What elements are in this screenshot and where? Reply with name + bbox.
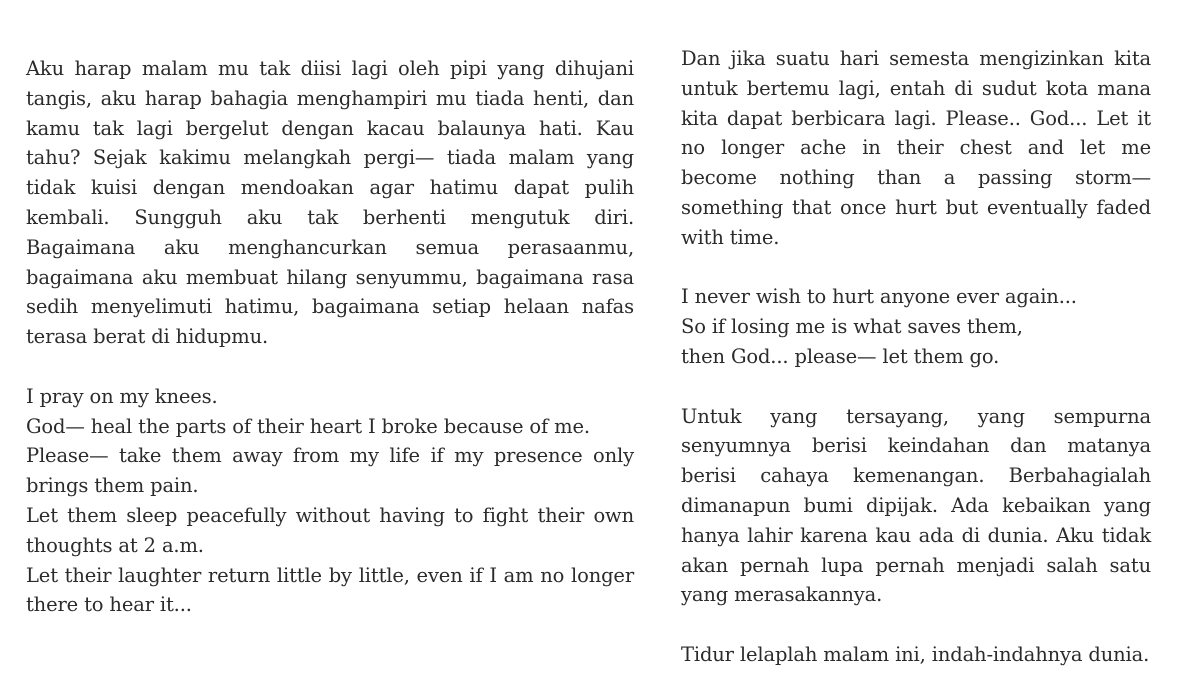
prayer-line: Let them sleep peacefully without having to fight their own thoughts at 2 a.m. (26, 503, 634, 557)
prayer-line: God— heal the parts of their heart I broke because of me. (26, 414, 590, 438)
left-column (26, 54, 634, 620)
verse-block (681, 282, 1151, 371)
paragraph-gap (26, 352, 634, 382)
verse-line: I never wish to hurt anyone ever again... (681, 285, 1077, 309)
prayer-line: I pray on my knees. (26, 384, 218, 408)
verse-line: So if losing me is what saves them, (681, 315, 1023, 339)
right-column (681, 44, 1151, 670)
right-paragraph-opening: Dan jika suatu hari semesta mengizinkan kita untuk bertemu lagi, entah di sudut kota mana kita dapat berbicara lagi. Please.. God... Let it no longer ache in their chest and let me become nothing than a passing storm— something that once hurt but eventually faded with time. (681, 47, 1151, 249)
right-paragraph-dedication: Untuk yang tersayang, yang sempurna senyumnya berisi keindahan dan matanya berisi cahaya kemenangan. Berbahagialah dimanapun bumi dipijak. Ada kebaikan yang hanya lahir karena kau ada di dunia. Aku tidak akan pernah lupa pernah menjadi salah satu yang merasakannya. (681, 404, 1151, 607)
prayer-line: Please— take them away from my life if my presence only brings them pain. (26, 444, 634, 498)
left-paragraph-indonesian: Aku harap malam mu tak diisi lagi oleh pipi yang dihujani tangis, aku harap bahagia menghampiri mu tiada henti, dan kamu tak lagi bergelut dengan kacau balaunya hati. Kau tahu? Sejak kakimu melangkah pergi— tiada malam yang tidak kuisi dengan mendoakan agar hatimu dapat pulih kembali. Sungguh aku tak berhenti mengutuk diri. Bagaimana aku menghancurkan semua perasaanmu, bagaimana aku membuat hilang senyummu, bagaimana rasa sedih menyelimuti hatimu, bagaimana setiap helaan nafas terasa berat di hidupmu. (26, 57, 634, 349)
verse-line: then God... please— let them go. (681, 344, 1000, 368)
prayer-block (26, 382, 634, 620)
closing-line: Tidur lelaplah malam ini, indah-indahnya dunia. (681, 642, 1150, 666)
paragraph-gap (681, 372, 1151, 402)
prayer-line: Let their laughter return little by little, even if I am no longer there to hear it... (26, 563, 634, 617)
paragraph-gap (681, 610, 1151, 640)
paragraph-gap (681, 253, 1151, 283)
